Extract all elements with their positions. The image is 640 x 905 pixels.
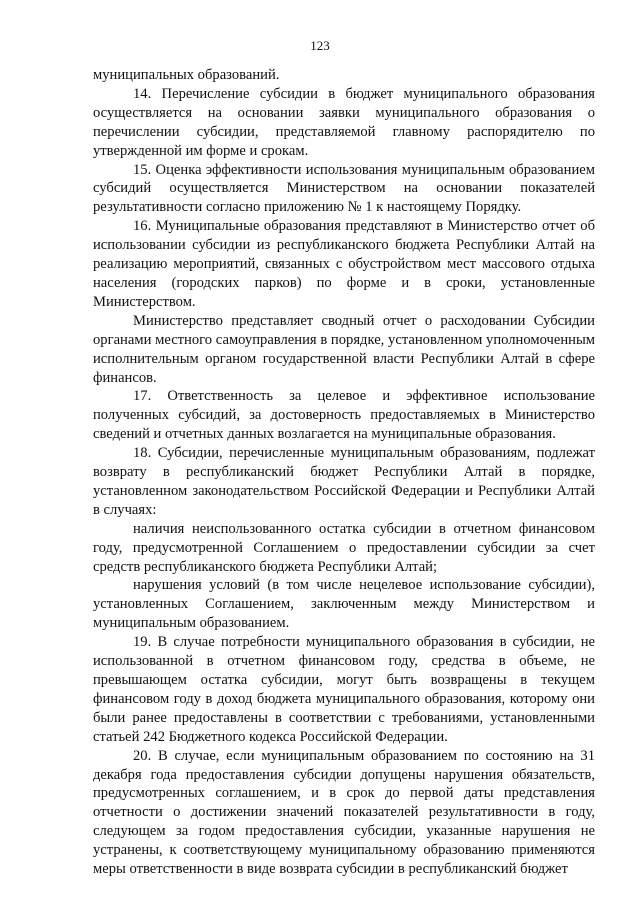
paragraph-clause-14: 14. Перечисление субсидии в бюджет муниципального образования осуществляется на основании заявки муниципального образования о перечислении субсидии, представляемой главному распорядителю по утвержденной им форме и срокам. <box>93 85 595 159</box>
paragraph-clause-18: 18. Субсидии, перечисленные муниципальным образованиям, подлежат возврату в республиканский бюджет Республики Алтай в порядке, установленном законодательством Российской Федерации и Республики Алтай в случаях: <box>93 445 595 518</box>
paragraph-clause-15: 15. Оценка эффективности использования муниципальным образованием субсидий осуществляется Министерством на основании показателей результативности согласно приложению № 1 к настоящему Порядку. <box>93 161 595 216</box>
paragraph-case-violation: нарушения условий (в том числе нецелевое использование субсидии), установленных Соглашением, заключенным между Министерством и муниципальным образованием. <box>93 577 595 632</box>
paragraph-clause-20: 20. В случае, если муниципальным образованием по состоянию на 31 декабря года предоставления субсидии допущены нарушения обязательств, предусмотренных соглашением, и в срок до первой даты представления отчетности о достижении значений показателей результативности в году, следующем за годом предоставления субсидии, указанные нарушения не устранены, к соответствующему муниципальному образованию применяются меры ответственности в виде возврата субсидии в республиканский бюджет <box>93 747 595 878</box>
paragraph-case-unused-balance: наличия неиспользованного остатка субсидии в отчетном финансовом году, предусмотренной Соглашением о предоставлении субсидии за счет средств республиканского бюджета Республики Алтай; <box>93 520 595 575</box>
paragraph-ministry-report: Министерство представляет сводный отчет о расходовании Субсидии органами местного самоуправления в порядке, установленном уполномоченным исполнительным органом государственной власти Республики Алтай в сфере финансов. <box>93 312 595 386</box>
paragraph-clause-19: 19. В случае потребности муниципального образования в субсидии, не использованной в отчетном финансовом году, средства в объеме, не превышающем остатка субсидии, могут быть возвращены в текущем финансовом году в доход бюджета муниципального образования, которому они были ранее предоставлены в соответствии с требованиями, установленными статьей 242 Бюджетного кодекса Российской Федерации. <box>93 634 595 745</box>
document-body <box>93 66 595 879</box>
paragraph-clause-16: 16. Муниципальные образования представляют в Министерство отчет об использовании субсидии из республиканского бюджета Республики Алтай на реализацию мероприятий, связанных с обустройством мест массового отдыха населения (городских парков) по форме и в сроки, установленные Министерством. <box>93 218 595 310</box>
page-number: 123 <box>310 38 330 53</box>
paragraph-clause-17: 17. Ответственность за целевое и эффективное использование полученных субсидий, за достоверность предоставляемых в Министерство сведений и отчетных данных возлагается на муниципальные образования. <box>93 388 595 443</box>
paragraph-continuation: муниципальных образований. <box>93 67 280 83</box>
